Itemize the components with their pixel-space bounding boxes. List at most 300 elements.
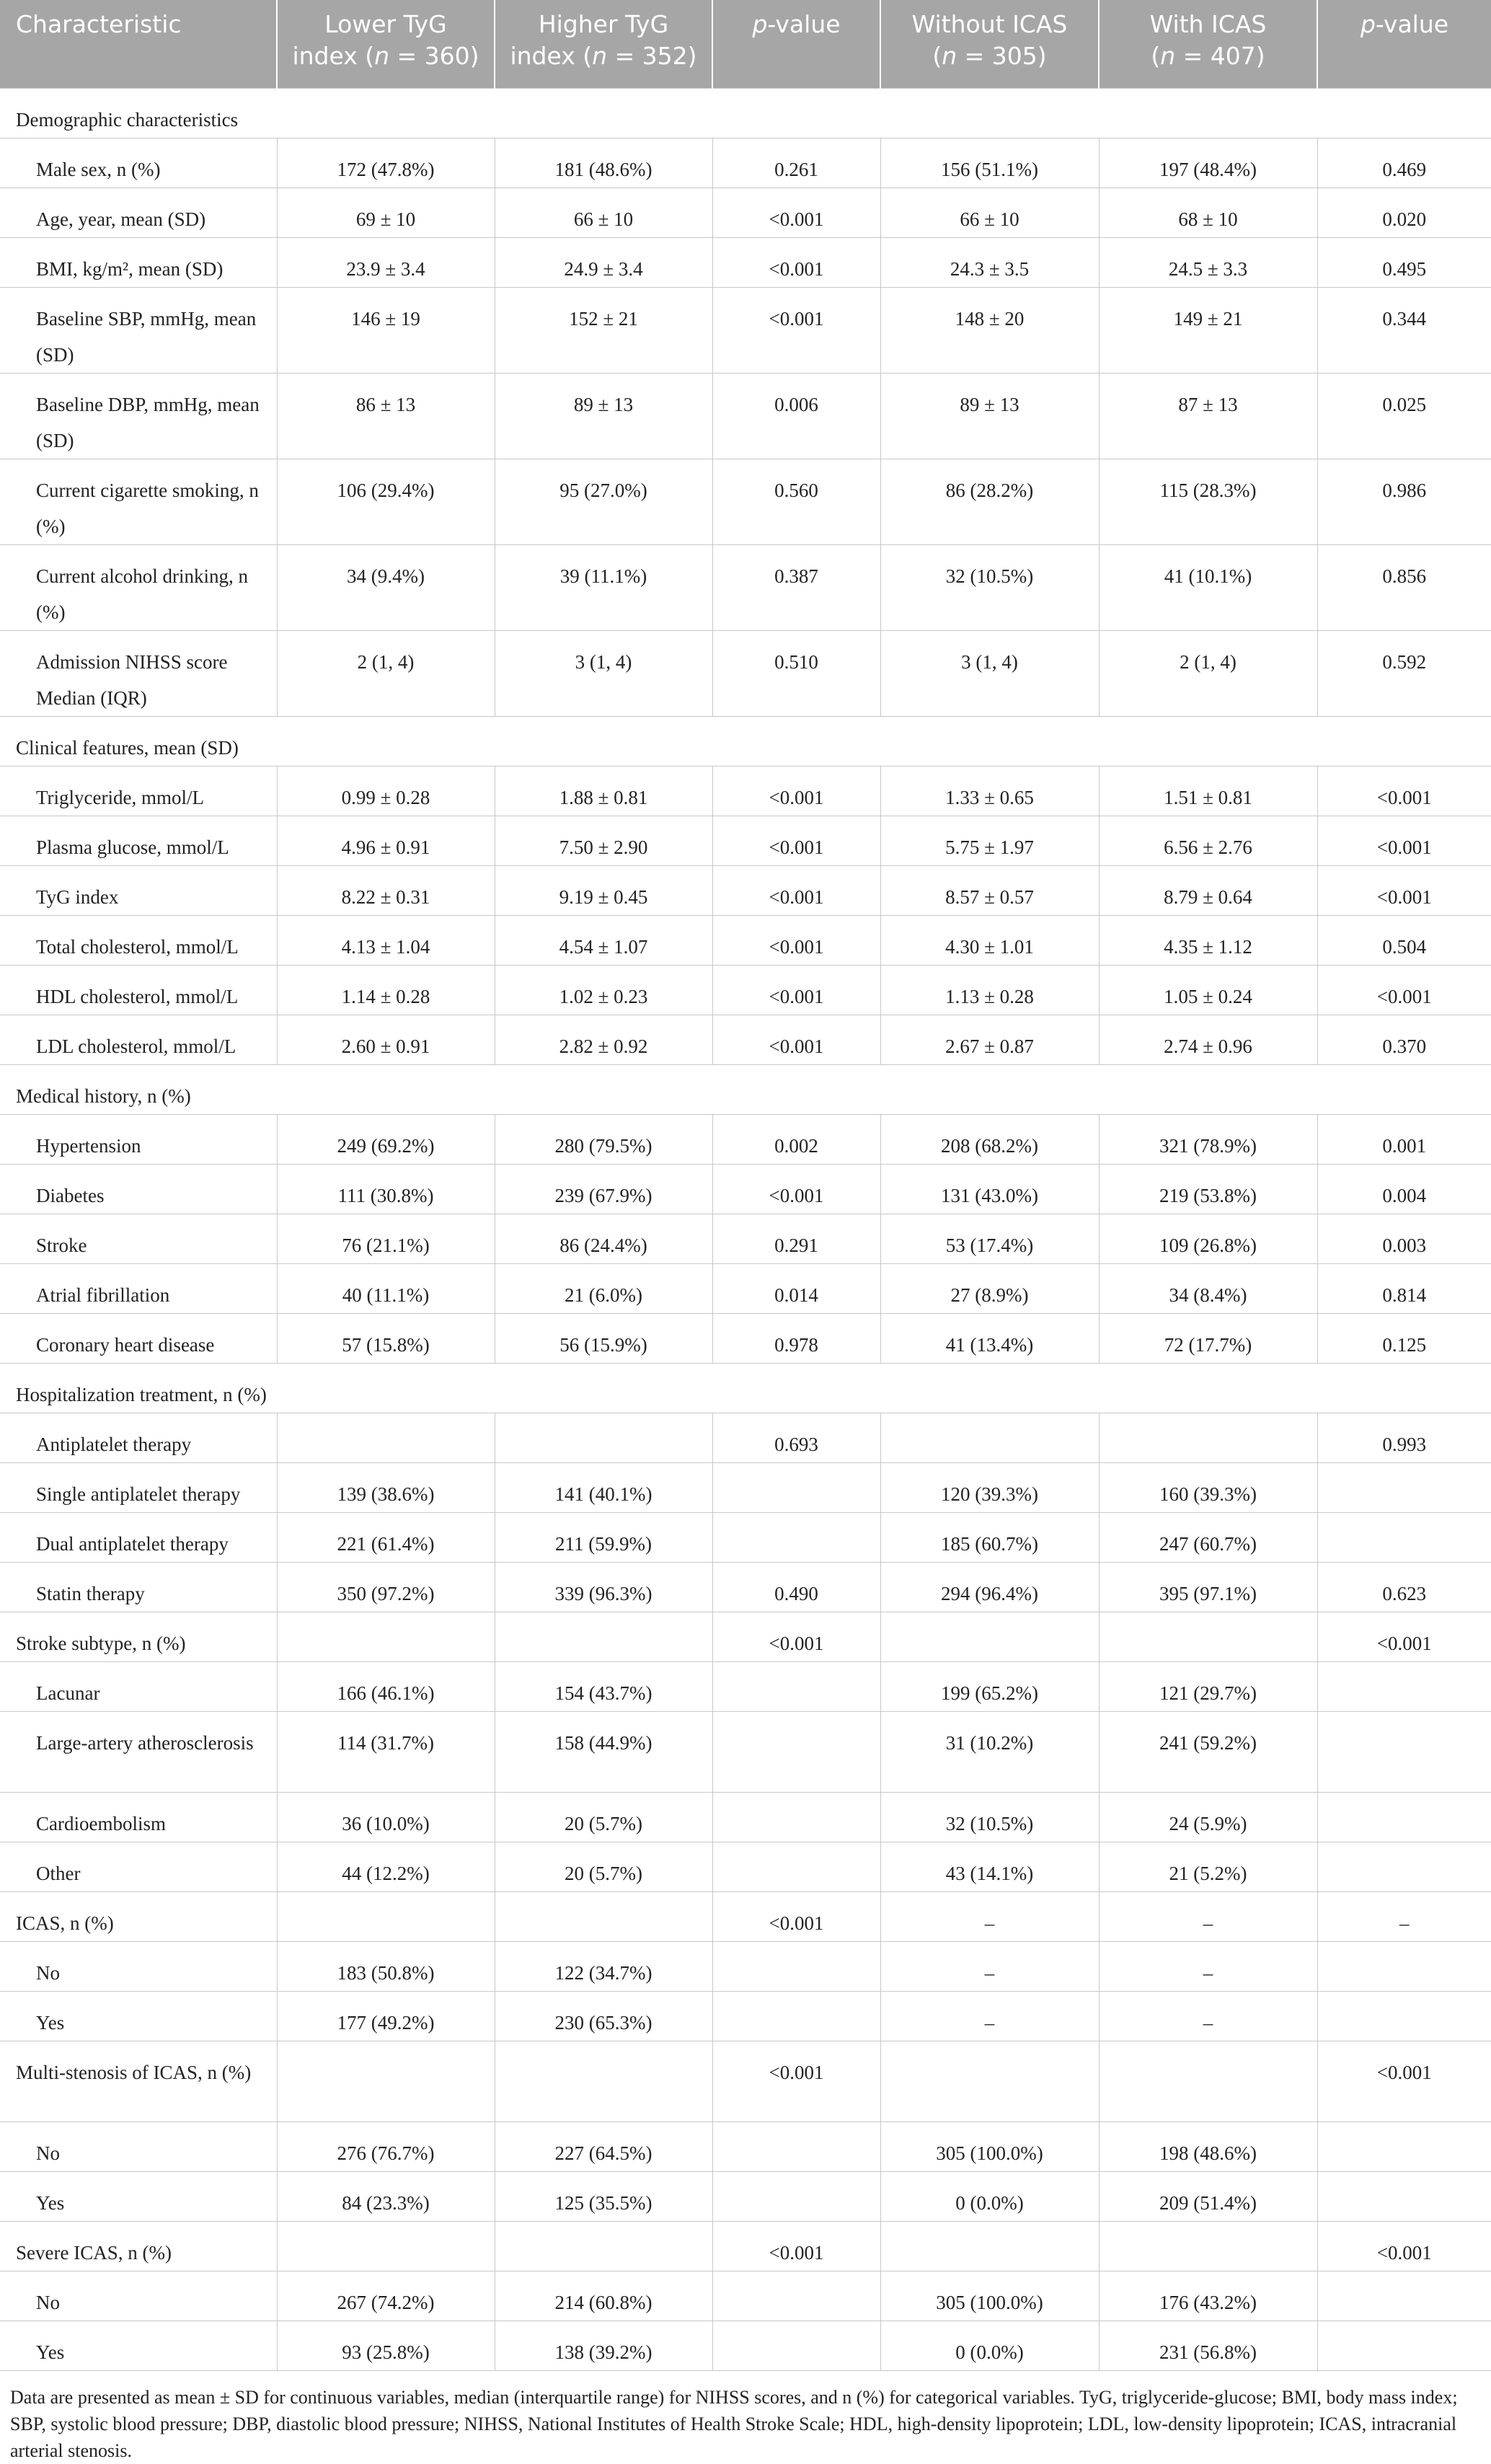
cell-with-icas: 2 (1, 4): [1099, 630, 1317, 716]
header-higher-tyg: Higher TyG index (n = 352): [495, 0, 712, 88]
cell-with-icas: 24.5 ± 3.3: [1099, 237, 1317, 287]
row-label: Severe ICAS, n (%): [0, 2221, 277, 2271]
cell-without-icas: 199 (65.2%): [880, 1661, 1099, 1711]
cell-p-value-tyg: 0.014: [712, 1263, 880, 1313]
table-header: [0, 0, 1491, 88]
cell-lower-tyg: 267 (74.2%): [277, 2271, 495, 2321]
row-label: Yes: [0, 1991, 277, 2041]
row-label: Lacunar: [0, 1661, 277, 1711]
cell-without-icas: [880, 2221, 1099, 2271]
cell-without-icas: 131 (43.0%): [880, 1164, 1099, 1214]
cell-higher-tyg: 239 (67.9%): [495, 1164, 712, 1214]
cell-p-value-tyg: [712, 2271, 880, 2321]
table-row: [0, 2171, 1491, 2221]
cell-p-value-icas: [1317, 1941, 1491, 1991]
section-header-row: [0, 1363, 1491, 1413]
cell-p-value-tyg: 0.510: [712, 630, 880, 716]
cell-higher-tyg: 66 ± 10: [495, 187, 712, 237]
row-label: Plasma glucose, mmol/L: [0, 816, 277, 865]
subsection-row: [0, 2221, 1491, 2271]
cell-p-value-tyg: <0.001: [712, 187, 880, 237]
row-label: Stroke subtype, n (%): [0, 1612, 277, 1661]
cell-without-icas: 8.57 ± 0.57: [880, 865, 1099, 915]
cell-p-value-icas: 0.623: [1317, 1562, 1491, 1612]
cell-lower-tyg: 0.99 ± 0.28: [277, 766, 495, 816]
cell-without-icas: 3 (1, 4): [880, 630, 1099, 716]
cell-with-icas: 1.05 ± 0.24: [1099, 965, 1317, 1015]
cell-with-icas: 231 (56.8%): [1099, 2321, 1317, 2370]
cell-p-value-icas: [1317, 1991, 1491, 2041]
cell-p-value-icas: 0.986: [1317, 459, 1491, 544]
cell-lower-tyg: 106 (29.4%): [277, 459, 495, 544]
cell-with-icas: 24 (5.9%): [1099, 1792, 1317, 1842]
row-label: Male sex, n (%): [0, 138, 277, 187]
table-row: [0, 1263, 1491, 1313]
cell-p-value-tyg: 0.006: [712, 373, 880, 459]
table-row: [0, 766, 1491, 816]
cell-lower-tyg: 76 (21.1%): [277, 1214, 495, 1263]
cell-lower-tyg: 166 (46.1%): [277, 1661, 495, 1711]
cell-p-value-tyg: <0.001: [712, 816, 880, 865]
header-lower-tyg: Lower TyG index (n = 360): [277, 0, 495, 88]
cell-p-value-tyg: 0.490: [712, 1562, 880, 1612]
cell-lower-tyg: 111 (30.8%): [277, 1164, 495, 1214]
cell-p-value-icas: 0.125: [1317, 1313, 1491, 1363]
cell-p-value-tyg: <0.001: [712, 1015, 880, 1064]
cell-higher-tyg: 230 (65.3%): [495, 1991, 712, 2041]
cell-with-icas: 34 (8.4%): [1099, 1263, 1317, 1313]
cell-p-value-tyg: [712, 1661, 880, 1711]
cell-p-value-tyg: <0.001: [712, 1164, 880, 1214]
table-row: [0, 1462, 1491, 1512]
cell-with-icas: 2.74 ± 0.96: [1099, 1015, 1317, 1064]
cell-p-value-tyg: 0.261: [712, 138, 880, 187]
row-label: Diabetes: [0, 1164, 277, 1214]
cell-p-value-tyg: [712, 2121, 880, 2171]
cell-p-value-tyg: 0.002: [712, 1114, 880, 1164]
table-row: [0, 2121, 1491, 2171]
table-row: [0, 1792, 1491, 1842]
cell-higher-tyg: 154 (43.7%): [495, 1661, 712, 1711]
cell-without-icas: 27 (8.9%): [880, 1263, 1099, 1313]
cell-lower-tyg: 40 (11.1%): [277, 1263, 495, 1313]
table-row: [0, 138, 1491, 187]
row-label: No: [0, 1941, 277, 1991]
table-row: [0, 1214, 1491, 1263]
cell-higher-tyg: 1.02 ± 0.23: [495, 965, 712, 1015]
table-row: [0, 287, 1491, 373]
cell-lower-tyg: 350 (97.2%): [277, 1562, 495, 1612]
cell-without-icas: 120 (39.3%): [880, 1462, 1099, 1512]
cell-with-icas: 115 (28.3%): [1099, 459, 1317, 544]
row-label: Baseline SBP, mmHg, mean (SD): [0, 287, 277, 373]
row-label: TyG index: [0, 865, 277, 915]
cell-with-icas: 241 (59.2%): [1099, 1711, 1317, 1792]
cell-p-value-tyg: <0.001: [712, 287, 880, 373]
cell-lower-tyg: 69 ± 10: [277, 187, 495, 237]
cell-p-value-tyg: [712, 1512, 880, 1562]
cell-p-value-tyg: <0.001: [712, 237, 880, 287]
cell-p-value-icas: [1317, 1512, 1491, 1562]
cell-p-value-tyg: 0.978: [712, 1313, 880, 1363]
cell-p-value-icas: 0.003: [1317, 1214, 1491, 1263]
cell-with-icas: [1099, 2221, 1317, 2271]
cell-without-icas: 1.33 ± 0.65: [880, 766, 1099, 816]
cell-lower-tyg: 146 ± 19: [277, 287, 495, 373]
cell-p-value-icas: <0.001: [1317, 865, 1491, 915]
section-label: Demographic characteristics: [0, 88, 1491, 138]
row-label: Cardioembolism: [0, 1792, 277, 1842]
cell-p-value-icas: [1317, 2121, 1491, 2171]
cell-p-value-tyg: [712, 1462, 880, 1512]
cell-higher-tyg: [495, 2221, 712, 2271]
section-label: Hospitalization treatment, n (%): [0, 1363, 1491, 1413]
table-row: [0, 1661, 1491, 1711]
cell-with-icas: 321 (78.9%): [1099, 1114, 1317, 1164]
table-row: [0, 915, 1491, 965]
row-label: Other: [0, 1842, 277, 1891]
cell-lower-tyg: 36 (10.0%): [277, 1792, 495, 1842]
cell-lower-tyg: [277, 2041, 495, 2121]
table-row: [0, 2271, 1491, 2321]
table-row: [0, 1413, 1491, 1462]
cell-p-value-tyg: <0.001: [712, 1891, 880, 1941]
row-label: Total cholesterol, mmol/L: [0, 915, 277, 965]
cell-higher-tyg: 9.19 ± 0.45: [495, 865, 712, 915]
cell-p-value-tyg: <0.001: [712, 1612, 880, 1661]
cell-higher-tyg: [495, 1891, 712, 1941]
cell-higher-tyg: 211 (59.9%): [495, 1512, 712, 1562]
table-row: [0, 1991, 1491, 2041]
cell-with-icas: –: [1099, 1891, 1317, 1941]
section-label: Medical history, n (%): [0, 1064, 1491, 1114]
cell-without-icas: 32 (10.5%): [880, 544, 1099, 630]
cell-without-icas: –: [880, 1941, 1099, 1991]
row-label: Triglyceride, mmol/L: [0, 766, 277, 816]
cell-without-icas: 208 (68.2%): [880, 1114, 1099, 1164]
row-label: Hypertension: [0, 1114, 277, 1164]
table-footnote: Data are presented as mean ± SD for continuous variables, median (interquartile range) for NIHSS scores, and n (%) for categorical variables. TyG, triglyceride-glucose; BMI, body mass index; SBP, systolic blood pressure; DBP, diastolic blood pressure; NIHSS, National Institutes of Health Stroke Scale; HDL, high-density lipoprotein; LDL, low-density lipoprotein; ICAS, intracranial arterial stenosis.: [10, 2386, 1458, 2461]
table-body: [0, 88, 1491, 2370]
cell-without-icas: 0 (0.0%): [880, 2321, 1099, 2370]
table-row: [0, 1842, 1491, 1891]
cell-higher-tyg: 56 (15.9%): [495, 1313, 712, 1363]
row-label: BMI, kg/m², mean (SD): [0, 237, 277, 287]
cell-higher-tyg: 20 (5.7%): [495, 1842, 712, 1891]
cell-lower-tyg: 139 (38.6%): [277, 1462, 495, 1512]
cell-higher-tyg: 86 (24.4%): [495, 1214, 712, 1263]
row-label: Baseline DBP, mmHg, mean (SD): [0, 373, 277, 459]
cell-p-value-icas: <0.001: [1317, 965, 1491, 1015]
cell-p-value-icas: [1317, 1462, 1491, 1512]
table-row: [0, 1941, 1491, 1991]
cell-p-value-icas: [1317, 2321, 1491, 2370]
cell-with-icas: 87 ± 13: [1099, 373, 1317, 459]
cell-p-value-tyg: <0.001: [712, 915, 880, 965]
cell-without-icas: 32 (10.5%): [880, 1792, 1099, 1842]
cell-p-value-icas: 0.004: [1317, 1164, 1491, 1214]
cell-without-icas: [880, 2041, 1099, 2121]
cell-without-icas: 305 (100.0%): [880, 2121, 1099, 2171]
cell-lower-tyg: 57 (15.8%): [277, 1313, 495, 1363]
row-label: Multi-stenosis of ICAS, n (%): [0, 2041, 277, 2121]
table-row: [0, 1015, 1491, 1064]
header-with-icas: With ICAS (n = 407): [1099, 0, 1317, 88]
cell-lower-tyg: 4.96 ± 0.91: [277, 816, 495, 865]
cell-with-icas: 68 ± 10: [1099, 187, 1317, 237]
cell-lower-tyg: 1.14 ± 0.28: [277, 965, 495, 1015]
row-label: Current alcohol drinking, n (%): [0, 544, 277, 630]
row-label: Stroke: [0, 1214, 277, 1263]
cell-p-value-icas: 0.020: [1317, 187, 1491, 237]
cell-p-value-icas: [1317, 2271, 1491, 2321]
cell-with-icas: –: [1099, 1941, 1317, 1991]
cell-without-icas: 2.67 ± 0.87: [880, 1015, 1099, 1064]
section-header-row: [0, 716, 1491, 766]
cell-higher-tyg: [495, 1413, 712, 1462]
cell-without-icas: 31 (10.2%): [880, 1711, 1099, 1792]
cell-higher-tyg: 89 ± 13: [495, 373, 712, 459]
cell-with-icas: 149 ± 21: [1099, 287, 1317, 373]
subsection-row: [0, 1891, 1491, 1941]
table-row: [0, 1313, 1491, 1363]
cell-with-icas: 209 (51.4%): [1099, 2171, 1317, 2221]
cell-higher-tyg: 1.88 ± 0.81: [495, 766, 712, 816]
cell-higher-tyg: 280 (79.5%): [495, 1114, 712, 1164]
subsection-row: [0, 1612, 1491, 1661]
table-row: [0, 865, 1491, 915]
row-label: No: [0, 2271, 277, 2321]
cell-with-icas: 219 (53.8%): [1099, 1164, 1317, 1214]
cell-with-icas: 160 (39.3%): [1099, 1462, 1317, 1512]
cell-with-icas: 247 (60.7%): [1099, 1512, 1317, 1562]
table-row: [0, 237, 1491, 287]
cell-p-value-tyg: [712, 1941, 880, 1991]
cell-lower-tyg: 4.13 ± 1.04: [277, 915, 495, 965]
cell-without-icas: 185 (60.7%): [880, 1512, 1099, 1562]
table-row: [0, 1512, 1491, 1562]
cell-p-value-icas: <0.001: [1317, 1612, 1491, 1661]
header-p-value-tyg: p-value: [712, 0, 880, 88]
cell-p-value-tyg: 0.560: [712, 459, 880, 544]
row-label: Large-artery atherosclerosis: [0, 1711, 277, 1792]
cell-lower-tyg: 86 ± 13: [277, 373, 495, 459]
cell-p-value-tyg: <0.001: [712, 2041, 880, 2121]
subsection-row: [0, 2041, 1491, 2121]
cell-without-icas: 53 (17.4%): [880, 1214, 1099, 1263]
row-label: HDL cholesterol, mmol/L: [0, 965, 277, 1015]
cell-with-icas: 198 (48.6%): [1099, 2121, 1317, 2171]
cell-with-icas: 21 (5.2%): [1099, 1842, 1317, 1891]
cell-without-icas: 156 (51.1%): [880, 138, 1099, 187]
cell-lower-tyg: [277, 2221, 495, 2271]
cell-with-icas: 6.56 ± 2.76: [1099, 816, 1317, 865]
cell-p-value-tyg: [712, 1711, 880, 1792]
table-row: [0, 630, 1491, 716]
cell-with-icas: 1.51 ± 0.81: [1099, 766, 1317, 816]
cell-higher-tyg: [495, 2041, 712, 2121]
row-label: Current cigarette smoking, n (%): [0, 459, 277, 544]
cell-with-icas: [1099, 1612, 1317, 1661]
cell-higher-tyg: 4.54 ± 1.07: [495, 915, 712, 965]
cell-higher-tyg: 339 (96.3%): [495, 1562, 712, 1612]
cell-higher-tyg: 3 (1, 4): [495, 630, 712, 716]
cell-lower-tyg: [277, 1891, 495, 1941]
cell-p-value-icas: <0.001: [1317, 766, 1491, 816]
table-row: [0, 373, 1491, 459]
row-label: Coronary heart disease: [0, 1313, 277, 1363]
cell-p-value-icas: 0.025: [1317, 373, 1491, 459]
table-row: [0, 1114, 1491, 1164]
cell-p-value-icas: [1317, 1661, 1491, 1711]
cell-p-value-icas: 0.469: [1317, 138, 1491, 187]
cell-with-icas: 197 (48.4%): [1099, 138, 1317, 187]
cell-without-icas: 148 ± 20: [880, 287, 1099, 373]
cell-without-icas: 66 ± 10: [880, 187, 1099, 237]
cell-without-icas: 294 (96.4%): [880, 1562, 1099, 1612]
table-row: [0, 965, 1491, 1015]
cell-without-icas: –: [880, 1991, 1099, 2041]
cell-higher-tyg: 39 (11.1%): [495, 544, 712, 630]
section-header-row: [0, 1064, 1491, 1114]
cell-higher-tyg: 125 (35.5%): [495, 2171, 712, 2221]
row-label: Antiplatelet therapy: [0, 1413, 277, 1462]
cell-with-icas: 4.35 ± 1.12: [1099, 915, 1317, 965]
cell-p-value-icas: 0.001: [1317, 1114, 1491, 1164]
table-row: [0, 459, 1491, 544]
cell-p-value-icas: <0.001: [1317, 2041, 1491, 2121]
cell-higher-tyg: 141 (40.1%): [495, 1462, 712, 1512]
cell-higher-tyg: 152 ± 21: [495, 287, 712, 373]
cell-without-icas: 89 ± 13: [880, 373, 1099, 459]
cell-lower-tyg: 34 (9.4%): [277, 544, 495, 630]
row-label: Age, year, mean (SD): [0, 187, 277, 237]
cell-higher-tyg: 24.9 ± 3.4: [495, 237, 712, 287]
cell-without-icas: 0 (0.0%): [880, 2171, 1099, 2221]
section-label: Clinical features, mean (SD): [0, 716, 1491, 766]
cell-p-value-icas: [1317, 1792, 1491, 1842]
section-header-row: [0, 88, 1491, 138]
table-row: [0, 2321, 1491, 2370]
cell-without-icas: 43 (14.1%): [880, 1842, 1099, 1891]
cell-with-icas: [1099, 1413, 1317, 1462]
cell-higher-tyg: 21 (6.0%): [495, 1263, 712, 1313]
cell-higher-tyg: 138 (39.2%): [495, 2321, 712, 2370]
cell-p-value-icas: 0.344: [1317, 287, 1491, 373]
cell-p-value-tyg: <0.001: [712, 766, 880, 816]
cell-p-value-icas: 0.856: [1317, 544, 1491, 630]
table-row: [0, 544, 1491, 630]
cell-p-value-icas: 0.370: [1317, 1015, 1491, 1064]
table-row: [0, 1562, 1491, 1612]
cell-with-icas: [1099, 2041, 1317, 2121]
cell-with-icas: 8.79 ± 0.64: [1099, 865, 1317, 915]
row-label: Atrial fibrillation: [0, 1263, 277, 1313]
cell-lower-tyg: 8.22 ± 0.31: [277, 865, 495, 915]
cell-lower-tyg: 183 (50.8%): [277, 1941, 495, 1991]
header-row: [0, 0, 1491, 88]
cell-p-value-icas: 0.495: [1317, 237, 1491, 287]
cell-p-value-icas: <0.001: [1317, 2221, 1491, 2271]
table-row: [0, 187, 1491, 237]
cell-lower-tyg: [277, 1612, 495, 1661]
cell-higher-tyg: [495, 1612, 712, 1661]
table-row: [0, 1164, 1491, 1214]
cell-p-value-tyg: 0.291: [712, 1214, 880, 1263]
cell-without-icas: [880, 1612, 1099, 1661]
cell-lower-tyg: [277, 1413, 495, 1462]
cell-p-value-tyg: [712, 1792, 880, 1842]
cell-lower-tyg: 177 (49.2%): [277, 1991, 495, 2041]
cell-p-value-icas: [1317, 1711, 1491, 1792]
cell-lower-tyg: 93 (25.8%): [277, 2321, 495, 2370]
row-label: Dual antiplatelet therapy: [0, 1512, 277, 1562]
cell-lower-tyg: 2 (1, 4): [277, 630, 495, 716]
cell-p-value-tyg: 0.387: [712, 544, 880, 630]
cell-with-icas: 109 (26.8%): [1099, 1214, 1317, 1263]
cell-without-icas: 24.3 ± 3.5: [880, 237, 1099, 287]
row-label: Single antiplatelet therapy: [0, 1462, 277, 1512]
cell-with-icas: 395 (97.1%): [1099, 1562, 1317, 1612]
cell-without-icas: 305 (100.0%): [880, 2271, 1099, 2321]
table-row: [0, 1711, 1491, 1792]
cell-lower-tyg: 2.60 ± 0.91: [277, 1015, 495, 1064]
cell-higher-tyg: 227 (64.5%): [495, 2121, 712, 2171]
cell-higher-tyg: 214 (60.8%): [495, 2271, 712, 2321]
cell-p-value-tyg: [712, 2171, 880, 2221]
cell-higher-tyg: 20 (5.7%): [495, 1792, 712, 1842]
cell-higher-tyg: 122 (34.7%): [495, 1941, 712, 1991]
cell-p-value-icas: <0.001: [1317, 816, 1491, 865]
cell-without-icas: 1.13 ± 0.28: [880, 965, 1099, 1015]
cell-lower-tyg: 172 (47.8%): [277, 138, 495, 187]
cell-without-icas: 86 (28.2%): [880, 459, 1099, 544]
cell-p-value-tyg: [712, 1842, 880, 1891]
cell-with-icas: 176 (43.2%): [1099, 2271, 1317, 2321]
cell-p-value-icas: 0.814: [1317, 1263, 1491, 1313]
cell-p-value-icas: –: [1317, 1891, 1491, 1941]
cell-p-value-tyg: <0.001: [712, 965, 880, 1015]
cell-p-value-tyg: <0.001: [712, 2221, 880, 2271]
header-p-value-icas: p-value: [1317, 0, 1491, 88]
row-label: Admission NIHSS score Median (IQR): [0, 630, 277, 716]
row-label: ICAS, n (%): [0, 1891, 277, 1941]
cell-p-value-tyg: [712, 1991, 880, 2041]
cell-without-icas: –: [880, 1891, 1099, 1941]
cell-p-value-icas: 0.993: [1317, 1413, 1491, 1462]
cell-p-value-icas: 0.504: [1317, 915, 1491, 965]
cell-without-icas: 5.75 ± 1.97: [880, 816, 1099, 865]
cell-p-value-tyg: <0.001: [712, 865, 880, 915]
cell-lower-tyg: 276 (76.7%): [277, 2121, 495, 2171]
cell-lower-tyg: 114 (31.7%): [277, 1711, 495, 1792]
cell-p-value-tyg: 0.693: [712, 1413, 880, 1462]
cell-p-value-icas: 0.592: [1317, 630, 1491, 716]
cell-p-value-tyg: [712, 2321, 880, 2370]
cell-with-icas: –: [1099, 1991, 1317, 2041]
row-label: No: [0, 2121, 277, 2171]
cell-higher-tyg: 2.82 ± 0.92: [495, 1015, 712, 1064]
row-label: Statin therapy: [0, 1562, 277, 1612]
row-label: LDL cholesterol, mmol/L: [0, 1015, 277, 1064]
cell-p-value-icas: [1317, 2171, 1491, 2221]
cell-without-icas: 41 (13.4%): [880, 1313, 1099, 1363]
cell-with-icas: 41 (10.1%): [1099, 544, 1317, 630]
row-label: Yes: [0, 2171, 277, 2221]
cell-with-icas: 121 (29.7%): [1099, 1661, 1317, 1711]
table-row: [0, 816, 1491, 865]
cell-higher-tyg: 181 (48.6%): [495, 138, 712, 187]
